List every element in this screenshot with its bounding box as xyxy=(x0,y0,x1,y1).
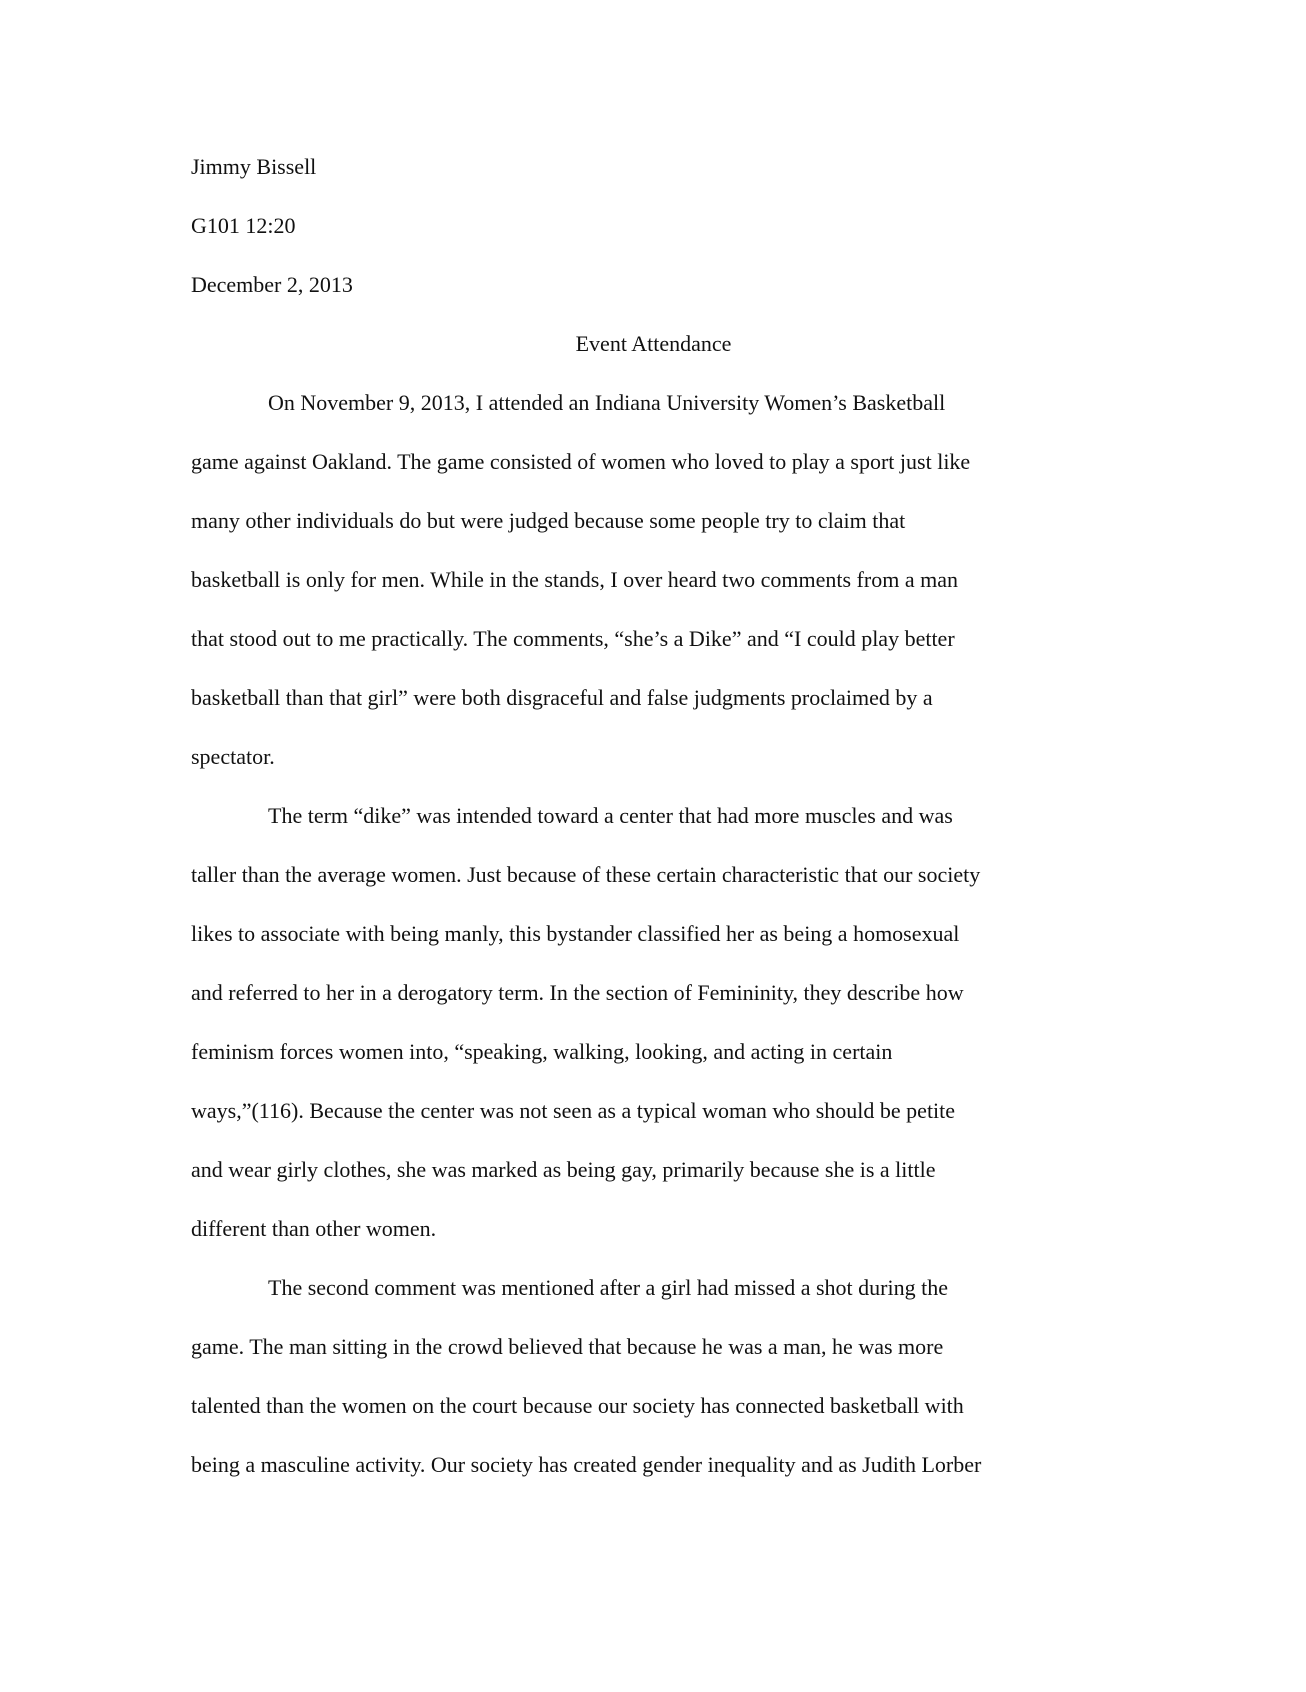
essay-date: December 2, 2013 xyxy=(191,272,353,297)
paragraph-line: game against Oakland. The game consisted of women who loved to play a sport just like xyxy=(191,449,971,474)
paragraph-line: basketball than that girl” were both disgraceful and false judgments proclaimed by a xyxy=(191,685,933,710)
paragraph-line: different than other women. xyxy=(191,1216,437,1241)
paragraph-line: game. The man sitting in the crowd believed that because he was a man, he was more xyxy=(191,1334,944,1359)
paragraph-2 xyxy=(191,801,1116,1273)
paragraph-line: ways,”(116). Because the center was not seen as a typical woman who should be petite xyxy=(191,1098,956,1123)
paragraph-line: spectator. xyxy=(191,744,275,769)
paragraph-line: The term “dike” was intended toward a center that had more muscles and was xyxy=(268,803,953,828)
paragraph-line: feminism forces women into, “speaking, walking, looking, and acting in certain xyxy=(191,1039,893,1064)
paragraph-line: The second comment was mentioned after a girl had missed a shot during the xyxy=(268,1275,948,1300)
paragraph-line: On November 9, 2013, I attended an Indiana University Women’s Basketball xyxy=(268,390,946,415)
paragraph-line: being a masculine activity. Our society has created gender inequality and as Judith Lorber xyxy=(191,1452,982,1477)
paragraph-line: talented than the women on the court because our society has connected basketball with xyxy=(191,1393,964,1418)
paragraph-line: and referred to her in a derogatory term. In the section of Femininity, they describe how xyxy=(191,980,964,1005)
paragraph-line: likes to associate with being manly, this bystander classified her as being a homosexual xyxy=(191,921,960,946)
paragraph-3 xyxy=(191,1273,1116,1509)
paragraph-1 xyxy=(191,388,1116,801)
course-code: G101 12:20 xyxy=(191,213,296,238)
essay-title: Event Attendance xyxy=(575,331,732,356)
essay-body xyxy=(191,152,1116,1509)
author-name: Jimmy Bissell xyxy=(191,154,317,179)
paragraph-line: basketball is only for men. While in the stands, I over heard two comments from a man xyxy=(191,567,958,592)
paragraph-line: taller than the average women. Just because of these certain characteristic that our society xyxy=(191,862,981,887)
paragraph-line: that stood out to me practically. The comments, “she’s a Dike” and “I could play better xyxy=(191,626,955,651)
paragraph-line: many other individuals do but were judged because some people try to claim that xyxy=(191,508,906,533)
paragraph-line: and wear girly clothes, she was marked as being gay, primarily because she is a little xyxy=(191,1157,936,1182)
